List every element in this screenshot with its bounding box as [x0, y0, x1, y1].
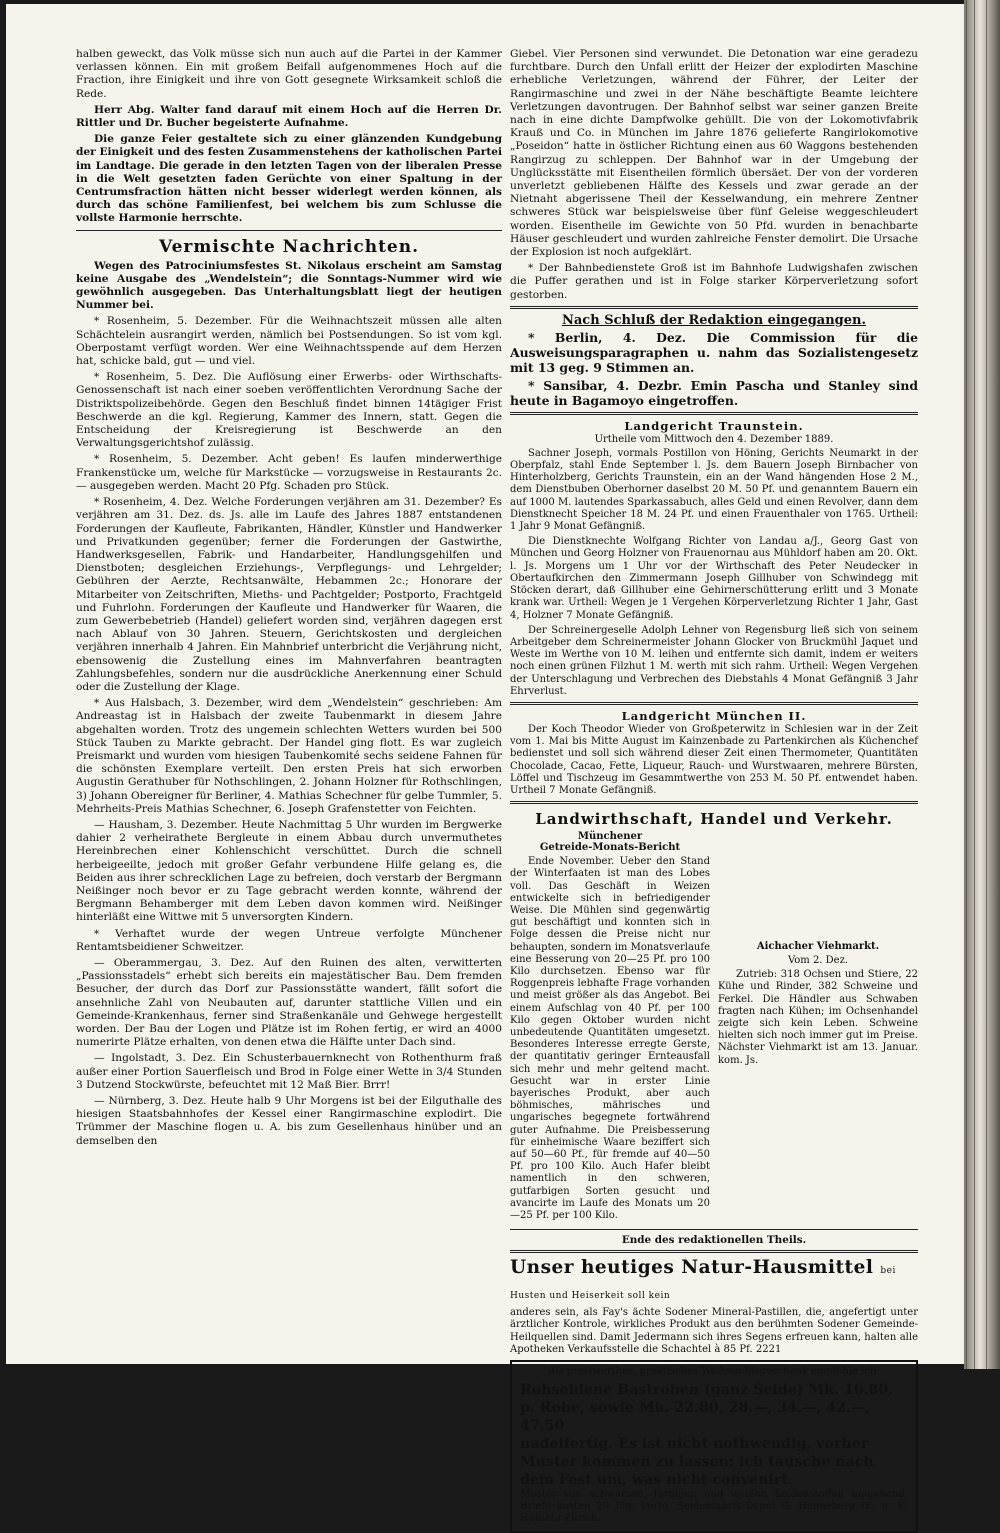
report-text: Zutrieb: 318 Ochsen und Stiere, 22 Kühe und Rinder, 382 Schweine und Ferkel. Die Händler aus Schwaben fragten nach Kühen; im Ochsenhandel zeigte sich kein Leben. Schweine hielten sich noch immer gut im Preise. Nächster Viehmarkt ist am 13. Januar. kom. Js.	[718, 969, 918, 1066]
edge-line	[966, 0, 967, 1369]
news-item: * Rosenheim, 5. Dezember. Acht geben! Es laufen minderwerthige Frankenstücke um, welche für Markstücke — vorzugsweise in Restaurants 2c. — ausgegeben werden. Macht 20 Pfg. Schaden pro Stück.	[76, 453, 502, 492]
left-column	[76, 48, 502, 1354]
divider	[510, 1250, 918, 1253]
divider	[510, 1229, 918, 1230]
report-text: Ende November. Ueber den Stand der Winterfaaten ist man des Lobes voll. Das Geschäft in Weizen entwickelte sich in befriedigender Weise. Die Mühlen sind gegenwärtig gut beschäftigt und konnten sich in Folge dessen die Preise nicht nur behaupten, sondern im Monatsverlaufe eine Besserung von 20—25 Pf. pro 100 Kilo durchsetzen. Ebenso war für Roggenpreis lebhafte Frage vorhanden und meist größer als das Angebot. Bei einem Aufschlag von 40 Pf. per 100 Kilo gegen Oktober wurden nicht unbedeutende Quantitäten umgesetzt. Besonderes Interesse erregte Gerste, der quantitativ geringer Ernteausfall sich mehr und mehr geltend macht. Gesucht war in erster Linie bayerisches Produkt, aber auch böhmisches, mährisches und ungarisches begegnete fortwährend guter Aufnahme. Die Preisbesserung für einheimische Waare beziffert sich auf 50—60 Pf., für fremde auf 40—50 Pf. pro 100 Kilo. Auch Hafer bleibt namentlich in den schweren, gutfarbigen Sorten gesucht und avancirte im Laufe des Monats um 20—25 Pf. per 100 Kilo.	[510, 856, 710, 1222]
divider	[510, 306, 918, 309]
toast-paragraph: Herr Abg. Walter fand darauf mit einem Hoch auf die Herren Dr. Rittler und Dr. Bucher begeisterte Aufnahme.	[76, 103, 502, 130]
news-item: * Der Bahnbedienstete Groß ist im Bahnhofe Ludwigshafen zwischen die Puffer gerathen und ist in Folge starker Körperverletzung sofort gestorben.	[510, 262, 918, 301]
divider	[76, 230, 502, 231]
end-of-editorial: Ende des redaktionellen Theils.	[621, 1234, 807, 1247]
cattle-report	[718, 831, 918, 1225]
celebration-paragraph: Die ganze Feier gestaltete sich zu einer glänzenden Kundgebung der Einigkeit und des festen Zusammenstehens der katholischen Partei im Landtage. Die gerade in den letzten Tagen von der liberalen Presse in die Welt gesetzten faden Gerüchte von einer Spaltung in der Centrumsfraction hätten nicht besser widerlegt werden können, als durch das schöne Familienfest, bei welchem bis zum Schlusse die vollste Harmonie herrschte.	[76, 133, 502, 225]
report-title: Münchener	[577, 831, 643, 843]
market-reports	[510, 831, 918, 1225]
publication-notice: Wegen des Patrociniumsfestes St. Nikolaus erscheint am Samstag keine Ausgabe des „Wendelstein“; die Sonntags-Nummer wird wie gewöhnlich ausgegeben. Das Unterhaltungsblatt liegt der heutigen Nummer bei.	[76, 259, 502, 312]
late-news-title: Nach Schluß der Redaktion eingegangen.	[562, 312, 866, 328]
late-news	[510, 313, 918, 408]
news-item: — Ingolstadt, 3. Dez. Ein Schusterbauernknecht von Rothenthurm fraß außer einer Portion Sauerfleisch und Brod in Folge einer Wette in 3/4 Stunden 3 Dutzend Stockwürste, befeuchtet mit 12 Maß Bier. Brrr!	[76, 1052, 502, 1091]
advert-line: p. Robe, sowie Mk. 22.80, 28.—, 34.—, 42.—, 47.50	[520, 1400, 870, 1435]
news-item: — Oberammergau, 3. Dez. Auf den Ruinen des alten, verwitterten „Passionsstadels“ erhebt sich bereits ein majestätischer Bau. Dem fremden Besucher, der durch das Dorf zur Passionsstätte wandert, fällt sofort die ansehnliche Zahl von Neubauten auf, darunter stattliche Villen und ein Gemeinde-Krankenhaus, ferner sind Straßenkanäle und Gehwege hergestellt worden. Der Bau der Logen und Plätze ist im Rohen fertig, er wird an 4000 numerirte Plätze erhalten, von denen etwa die Hälfte unter Dach sind.	[76, 957, 502, 1049]
advert-line: nadelfertig. Es ist nicht nothwendig, vorher Muster kommen zu lassen; ich tausche nach dem Fest um, was nicht convenirt.	[520, 1436, 874, 1489]
news-item: — Hausham, 3. Dezember. Heute Nachmittag 5 Uhr wurden im Bergwerke dahier 2 verheirathete Bergleute in einem Abbau durch unvermuthetes Hereinbrechen einer Kohlenschicht verschüttet. Durch die schnell herbeigeeilte, jedoch mit großer Gefahr verbundene Hilfe gelang es, die Beiden aus ihrer schrecklichen Lage zu befreien, doch verstarb der Bergmann Neißinger noch bevor er zu Tage gebracht werden konnte, während der Bergmann Behamberger mit dem Leben davon kommen wird. Neißinger hinterläßt eine Wittwe mit 5 unversorgten Kindern.	[76, 818, 502, 924]
report-title: Aichacher Viehmarkt.	[756, 941, 880, 953]
late-news-item: * Sansibar, 4. Dezbr. Emin Pascha und Stanley sind heute in Bagamoyo eingetroffen.	[510, 377, 918, 408]
advert-line: Rohseidene Bastroben (ganz Seide) Mk. 16.80.	[520, 1382, 894, 1399]
advert-side-text: bei Husten und Heiserkeit soll kein	[510, 1266, 896, 1302]
advert-text: anderes sein, als Fay's ächte Sodener Mineral-Pastillen, die, angefertigt unter ärztlicher Kontrole, wirkliches Produkt aus den berühmten Sodener Gemeinde-Heilquellen sind. Damit Jedermann sich ihres Segens erfreuen kann, halten alle Apotheken Verkaufsstelle die Schachtel à 85 Pf. 2221	[510, 1307, 918, 1355]
edge-line	[974, 0, 975, 1369]
news-item: * Rosenheim, 4. Dez. Welche Forderungen verjähren am 31. Dezember? Es verjähren am 31. Dez. ds. Js. alle im Laufe des Jahres 1887 entstandenen Forderungen der Kaufleute, Fabrikanten, Händler, Künstler und Handwerker und Privatkunden gegenüber; ferner die Forderungen der Gastwirthe, Handwerksgesellen, Fabrik- und Handarbeiter, Handlungsgehilfen und Dienstboten; desgleichen Erziehungs-, Verpflegungs- und Lehrgelder; Gebühren der Aerzte, Rechtsanwälte, Hebammen 2c.; Honorare der Mitarbeiter von Zeitschriften, Mieths- und Pachtgelder; Postporto, Frachtgeld und Fuhrlohn. Forderungen der Kaufleute und Handwerker für Waaren, die zum Gewerbebetrieb (Handel) geliefert worden sind, verjähren dagegen erst nach Ablauf von 30 Jahren. Steuern, Gerichtskosten und dergleichen verjähren innerhalb 4 Jahren. Ein Mahnbrief unterbricht die Verjährung nicht, ebensowenig die Zustellung eines im Mahnverfahren beantragten Zahlungsbefehles, sondern nur die ausdrückliche Anerkennung einer Schuld oder die Zustellung der Klage.	[76, 496, 502, 693]
court-report-traunstein	[510, 419, 918, 698]
section-heading-news: Vermischte Nachrichten.	[158, 236, 420, 257]
report-title: Getreide-Monats-Bericht	[539, 842, 681, 854]
advert-intro: Als preiswerthes, praktisches Weihnachtsgeschenk empfehle ich:	[548, 1366, 880, 1378]
news-item: — Nürnberg, 3. Dez. Heute halb 9 Uhr Morgens ist bei der Eilguthalle des hiesigen Staatsbahnhofes der Kessel einer Rangirmaschine explodirt. Die Trümmer der Maschine flogen u. A. bis zum Gesellenhaus hinüber und an demselben den	[76, 1095, 502, 1147]
news-item: * Rosenheim, 5. Dez. Die Auflösung einer Erwerbs- oder Wirthschafts-Genossenschaft ist nach einer soeben veröffentlichten Verordnung Sache der Distriktspolizeibehörde. Gegen den Beschluß findet binnen 14tägiger Frist Beschwerde an die kgl. Regierung, Kammer des Innern, statt. Gegen die Entscheidung der Kreisregierung ist Beschwerde an den Verwaltungsgerichtshof zulässig.	[76, 371, 502, 450]
court-case: Sachner Joseph, vormals Postillon von Höning, Gerichts Neumarkt in der Oberpfalz, stahl Ende September l. Js. dem Bauern Joseph Birnbacher von Hinterholzberg, Gerichts Traunstein, ein an der Wand hängenden Hose 2 M., dem Dienstbuben Oberhorner daselbst 20 M. 50 Pf. und genanntem Bauern ein auf 1000 M. lautendes Sparkassabuch, alles Geld und einen Revolver, dann dem Dienstknecht Speicher 18 M. 24 Pf. und einen Frauenthaler von 1765. Urtheil: 1 Jahr 9 Monat Gefängniß.	[510, 447, 918, 533]
news-item: * Verhaftet wurde der wegen Untreue verfolgte Münchener Rentamtsbeidiener Schweitzer.	[76, 927, 502, 953]
court-subtitle: Urtheile vom Mittwoch den 4. Dezember 1889.	[594, 433, 834, 445]
section-heading-economy: Landwirthschaft, Handel und Verkehr.	[535, 810, 893, 829]
book-edge	[964, 0, 1000, 1369]
advert-headline-text: Unser heutiges Natur-Hausmittel	[510, 1257, 874, 1279]
divider	[510, 801, 918, 804]
report-date: Vom 2. Dez.	[787, 955, 849, 967]
court-case: Die Dienstknechte Wolfgang Richter von Landau a/J., Georg Gast von München und Georg Holzner von Frauenornau aus Mühldorf haben am 20. Okt. l. Js. Morgens um 1 Uhr vor der Wirthschaft des Peter Neudecker in Obertaufkirchen den Zimmermann Joseph Gillhuber von Schwindegg mit Stöcken derart, daß Gillhuber eine Gehirnerschütterung erlitt und 3 Monate krank war. Urtheil: Wegen je 1 Vergehen Körperverletzung Richter 1 Jahr, Gast 4, Holzner 7 Monate Gefängniß.	[510, 536, 918, 621]
advert-sodener	[510, 1257, 918, 1356]
court-title: Landgericht München II.	[621, 708, 807, 723]
court-title: Landgericht Traunstein.	[624, 418, 804, 433]
news-item: * Rosenheim, 5. Dezember. Für die Weihnachtszeit müssen alle alten Schächtelein ausrangirt werden, nämlich bei Postsendungen. So ist vom kgl. Oberpostamt verfügt worden. Wer eine Weihnachtsspende auf dem Herzen hat, schicke bald, gut — und viel.	[76, 315, 502, 368]
court-case: Der Koch Theodor Wieder von Großpeterwitz in Schlesien war in der Zeit vom 1. Mai bis Mitte August im Kainzenbade zu Partenkirchen als Küchenchef bedienstet und soll sich während dieser Zeit einen Thermometer, Quantitäten Chocolade, Cacao, Fette, Liqueur, Rauch- und Wurstwaaren, mehrere Bürsten, Löffel und Tischzeug im Gesammtwerthe von 253 M. 50 Pf. entwendet haben. Urtheil 7 Monate Gefängniß.	[510, 723, 918, 796]
court-report-muenchen	[510, 709, 918, 797]
grain-report	[510, 831, 710, 1225]
advert-headline	[510, 1257, 918, 1307]
divider	[510, 412, 918, 415]
speech-conclusion: halben geweckt, das Volk müsse sich nun auch auf die Partei in der Kammer verlassen können. Ein mit großem Beifall aufgenommenes Hoch auf die Fraction, ihre Einigkeit und ihre von Gott gesegnete Wirksamkeit schloß die Rede.	[76, 48, 502, 100]
court-case: Der Schreinergeselle Adolph Lehner von Regensburg ließ sich von seinem Arbeitgeber dem Schreinermeister Johann Glocker von Bruckmühl Jaquet und Weste im Werthe von 10 M. leihen und entfernte sich damit, indem er weiters noch einen grünen Filzhut 1 M. werth mit sich rahm. Urtheil: Wegen Vergehen der Unterschlagung und Verbrechen des Diebstahls 4 Monat Gefängniß 3 Jahr Ehrverlust.	[510, 624, 918, 697]
newspaper-page	[6, 4, 964, 1525]
right-column	[510, 48, 918, 1525]
news-item: * Aus Halsbach, 3. Dezember, wird dem „Wendelstein“ geschrieben: Am Andreastag ist in Halsbach der zweite Taubenmarkt in diesem Jahre abgehalten worden. Trotz des ungemein schlechten Wetters wurden bei 500 Stück Tauben zu Markte gebracht. Der Handel ging flott. Es war zugleich Preismarkt und wurden vom hiesigen Taubenkomité sechs seidene Fahnen für die schönsten Exemplare verteilt. Den ersten Preis hat sich erworben Augustin Gerathuber für Nothschlingen, 2. Johann Holzner für Rothschlingen, 3) Johann Obereigner für Berliner, 4. Mathias Schechner für gelbe Tummler, 5. Mehrheits-Preis Mathias Schechner, 6. Joseph Grafenstetter von Feichten.	[76, 697, 502, 815]
edge-line	[986, 0, 987, 1369]
advert-footer: Muster von schwarzen, farbigen und weißen Seidenstoffen umgehend. Briefe kosten 20 Pfg. Porto. Seidenfabrik-Depot G. Henneberg (K. u. K. Hoflief.) Zürich.	[520, 1489, 908, 1525]
divider	[510, 702, 918, 705]
news-continuation: Giebel. Vier Personen sind verwundet. Die Detonation war eine geradezu furchtbare. Durch den Unfall erlitt der Heizer der explodirten Maschine erhebliche Verletzungen, während der Führer, der Leiter der Rangirmaschine und zwei in der Nähe beschäftigte Beamte leichtere Verletzungen davontrugen. Der Bahnhof selbst war seiner ganzen Breite nach in eine dichte Dampfwolke gehüllt. Die von der Lokomotivfabrik Krauß und Co. in München im Jahre 1876 gelieferte Rangirlokomotive „Poseidon“ hatte in östlicher Richtung einen aus 60 Waggons bestehenden Rangirzug zu schleppen. Der Bahnhof war in der Umgebung der Unglücksstätte mit Eisentheilen förmlich übersäet. Der von der vorderen unverletzt gebliebenen Hälfte des Kessels und zwar gerade an der Nietnaht abgerissene Theil der Kesselwandung, ein mehrere Zentner schweres Stück war beispielsweise über fünf Geleise weggeschleudert worden. Eisentheile im Gewichte von 50 Pfd. wurden in benachbarte Häuser geschleudert und wurden zahlreiche Fenster demolirt. Die Ursache der Explosion ist noch aufgeklärt.	[510, 48, 918, 259]
advert-henneberg	[510, 1360, 918, 1533]
late-news-item: * Berlin, 4. Dez. Die Commission für die Ausweisungsparagraphen u. nahm das Sozialistengesetz mit 13 geg. 9 Stimmen an.	[510, 329, 918, 375]
